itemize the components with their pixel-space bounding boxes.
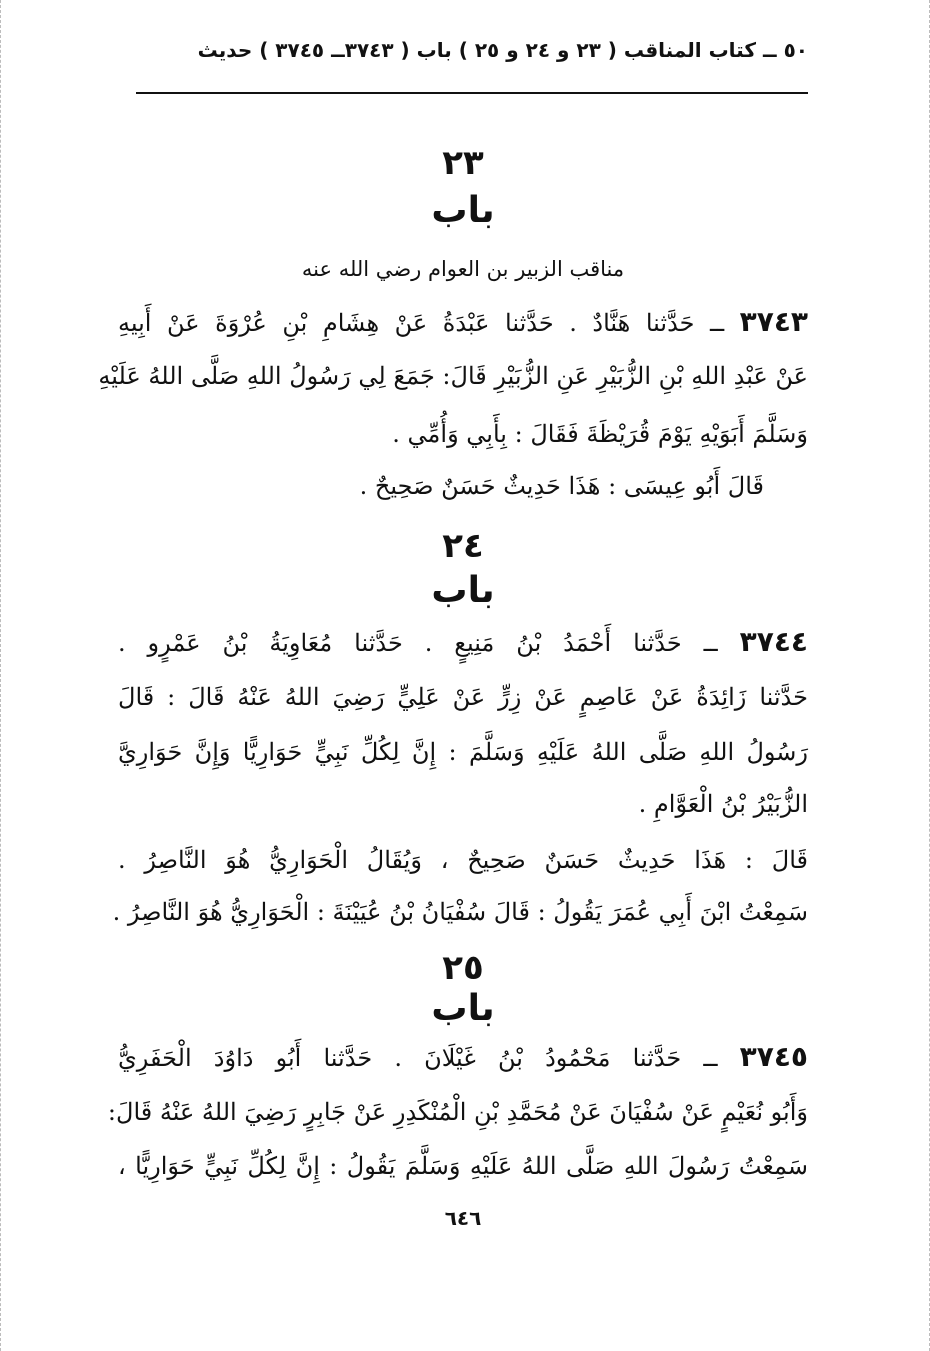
- running-header: ٥٠ ــ كتاب المناقب ( ٢٣ و ٢٤ و ٢٥ ) باب ( ٣٧٤٣ــ ٣٧٤٥ ) حديث: [197, 38, 808, 62]
- book-page: [98, 0, 808, 1351]
- hadith-line: [118, 305, 808, 338]
- grading-line: قَالَ : هَذَا حَدِيثٌ حَسَنٌ صَحِيحٌ ، وَيُقَالُ الْحَوَارِيُّ هُوَ النَّاصِرُ .: [118, 846, 808, 874]
- hadith-line: الزُّبَيْرُ بْنُ الْعَوَّامِ .: [638, 790, 808, 818]
- commentary-line: سَمِعْتُ ابْنَ أَبِي عُمَرَ يَقُولُ : قَالَ سُفْيَانُ بْنُ عُيَيْنَةَ : الْحَوَارِيُّ هُوَ النَّاصِرُ .: [112, 898, 808, 926]
- hadith-line: وَسَلَّمَ أَبَوَيْهِ يَوْمَ قُرَيْظَةَ فَقَالَ : بِأَبِي وَأُمِّي .: [392, 420, 808, 448]
- page-edge-left: [0, 0, 4, 1351]
- chapter-label: باب: [431, 570, 495, 611]
- hadith-text: ــ حَدَّثنا أَحْمَدُ بْنُ مَنِيعٍ . حَدَّثنا مُعَاوِيَةُ بْنُ عَمْرٍو .: [118, 629, 740, 657]
- hadith-text: ــ حَدَّثنا مَحْمُودُ بْنُ غَيْلَانَ . حَدَّثنا أَبُو دَاوُدَ الْحَفَرِيُّ: [118, 1044, 740, 1072]
- hadith-line: [118, 625, 808, 658]
- page-edge-right: [926, 0, 930, 1351]
- chapter-title: مناقب الزبير بن العوام رضي الله عنه: [301, 257, 625, 281]
- hadith-text: ــ حَدَّثنا هَنَّادٌ . حَدَّثنا عَبْدَةُ عَنْ هِشَامِ بْنِ عُرْوَةَ عَنْ أَبِيهِ: [118, 309, 740, 337]
- chapter-number: ٢٣: [442, 143, 484, 183]
- chapter-label: باب: [431, 190, 495, 231]
- chapter-number: ٢٥: [442, 948, 484, 988]
- chapter-label: باب: [431, 988, 495, 1029]
- hadith-line: رَسُولُ اللهِ صَلَّى اللهُ عَلَيْهِ وَسَلَّمَ : إِنَّ لِكُلِّ نَبِيٍّ حَوَارِيًّا وَإِنَّ حَوَارِيَّ: [118, 738, 808, 766]
- chapter-number: ٢٤: [442, 526, 484, 566]
- header-rule: [136, 92, 808, 94]
- hadith-number: ٣٧٤٣: [739, 305, 808, 338]
- hadith-number: ٣٧٤٥: [739, 1040, 808, 1073]
- hadith-line: حَدَّثنا زَائِدَةُ عَنْ عَاصِمٍ عَنْ زِرٍّ عَنْ عَلِيٍّ رَضِيَ اللهُ عَنْهُ قَالَ : قَالَ: [118, 683, 808, 711]
- hadith-number: ٣٧٤٤: [739, 625, 808, 658]
- hadith-line: سَمِعْتُ رَسُولَ اللهِ صَلَّى اللهُ عَلَيْهِ وَسَلَّمَ يَقُولُ : إِنَّ لِكُلِّ نَبِيٍّ حَوَارِيًّا ،: [118, 1152, 808, 1180]
- grading-line: قَالَ أَبُو عِيسَى : هَذَا حَدِيثٌ حَسَنٌ صَحِيحٌ .: [359, 472, 764, 500]
- hadith-line: عَنْ عَبْدِ اللهِ بْنِ الزُّبَيْرِ عَنِ الزُّبَيْرِ قَالَ: جَمَعَ لِي رَسُولُ اللهِ صَلَّى اللهُ عَلَيْهِ: [98, 362, 808, 390]
- page-number: ٦٤٦: [444, 1206, 482, 1230]
- hadith-line: [118, 1040, 808, 1073]
- hadith-line: وَأَبُو نُعَيْمٍ عَنْ سُفْيَانَ عَنْ مُحَمَّدِ بْنِ الْمُنْكَدِرِ عَنْ جَابِرٍ رَضِيَ اللهُ عَنْهُ قَالَ:: [107, 1098, 808, 1126]
